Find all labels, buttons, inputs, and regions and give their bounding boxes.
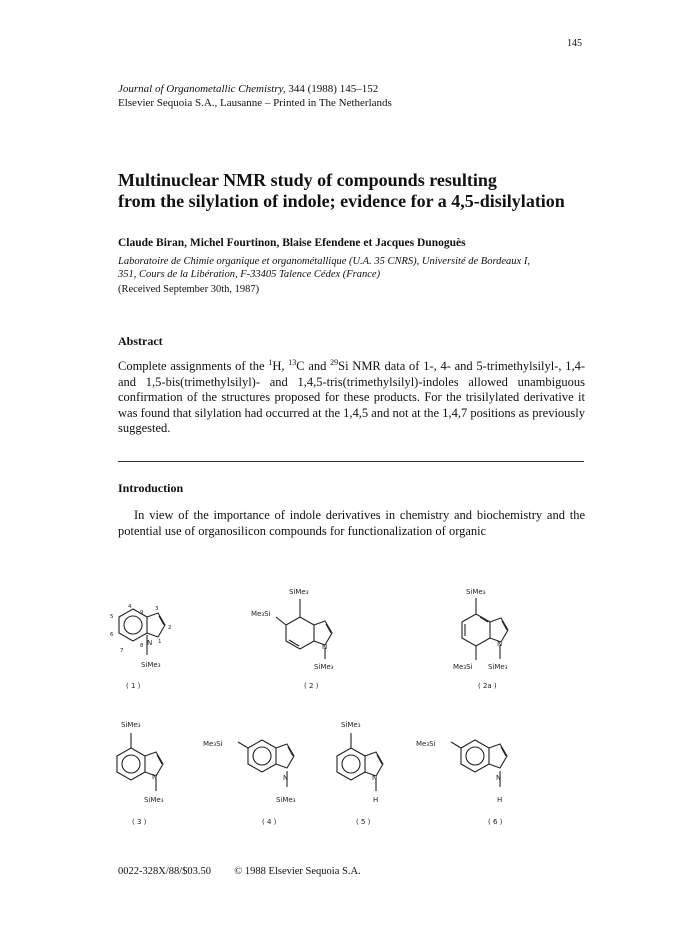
journal-name: Journal of Organometallic Chemistry,: [118, 83, 286, 95]
benzene-ring: [461, 740, 489, 772]
caption-2: ( 2 ): [304, 682, 319, 690]
nitrogen-label: N: [496, 774, 502, 782]
sime3-label: SiMe₃: [141, 661, 161, 669]
page-number: 145: [567, 38, 582, 49]
received-date: (Received September 30th, 1987): [118, 284, 260, 295]
double-bond: [377, 755, 382, 764]
sime3-label: SiMe₃: [341, 721, 361, 729]
caption-1: ( 1 ): [126, 682, 141, 690]
introduction-heading: Introduction: [118, 481, 184, 495]
footer-code: 0022-328X/88/$03.50: [118, 866, 212, 877]
abstract-sup-3: 29: [330, 357, 339, 367]
abstract-heading: Abstract: [118, 334, 163, 348]
caption-4: ( 4 ): [262, 818, 277, 826]
benzene-ring: [337, 748, 365, 780]
sime3-label: SiMe₃: [488, 663, 508, 671]
footer-copyright: © 1988 Elsevier Sequoia S.A.: [234, 866, 361, 877]
pyrrole-ring: [314, 621, 332, 645]
double-bond: [480, 617, 488, 622]
affiliation-line-2: 351, Cours de la Libération, F-33405 Talence Cédex (France): [118, 269, 381, 280]
abstract-sup-2: 13: [288, 357, 297, 367]
authors: Claude Biran, Michel Fourtinon, Blaise Efendene et Jacques Dunoguès: [118, 237, 466, 249]
me3si-label: Me₃Si: [453, 663, 473, 671]
structure-3: [117, 721, 164, 826]
atom-number-3: 3: [155, 606, 159, 612]
sime3-label: SiMe₃: [289, 588, 309, 596]
nitrogen-label: N: [152, 773, 158, 781]
atom-number-2: 2: [168, 625, 172, 631]
sime3-label: SiMe₃: [276, 796, 296, 804]
sime3-label: SiMe₃: [466, 588, 486, 596]
double-bond: [288, 747, 293, 756]
publisher-line: Elsevier Sequoia S.A., Lausanne – Printed in The Netherlands: [118, 97, 392, 109]
aromatic-circle: [466, 747, 484, 765]
structure-5: [337, 721, 383, 826]
pyrrole-ring: [147, 613, 165, 637]
title-line-2: from the silylation of indole; evidence for a 4,5-disilylation: [118, 191, 565, 211]
sime3-label: SiMe₃: [144, 796, 164, 804]
structure-2: [251, 588, 334, 690]
abstract-part-3: C and: [296, 359, 331, 373]
me3si-label: Me₃Si: [251, 610, 271, 618]
abstract-part-4: Si NMR data of 1-, 4- and 5-trimethylsilyl-, 1,4- and 1,5-bis(trimethylsilyl)- and 1,4,5-tris(trimethylsilyl)-indoles allowed unambiguous confirmation of the structures proposed for these products. For the trisilylated derivative it was found that silylation had occurred at the 1,4,5 and not at the 1,4,7 positions as previously suggested.: [118, 359, 586, 435]
atom-number-1: 1: [158, 639, 162, 645]
nitrogen-label: N: [147, 639, 153, 647]
nitrogen-label: N: [283, 774, 289, 782]
aromatic-circle: [122, 755, 140, 773]
double-bond: [326, 624, 331, 633]
caption-3: ( 3 ): [132, 818, 147, 826]
me3si-label: Me₃Si: [203, 740, 223, 748]
aromatic-circle: [342, 755, 360, 773]
aromatic-circle: [253, 747, 271, 765]
atom-number-7: 7: [120, 648, 124, 654]
atom-number-4: 4: [128, 604, 132, 610]
pyrrole-ring: [490, 618, 508, 642]
structure-4: [203, 740, 296, 826]
double-bond: [157, 755, 162, 764]
nitrogen-label: N: [322, 643, 328, 651]
title-line-1: Multinuclear NMR study of compounds resulting: [118, 170, 497, 190]
atom-number-5: 5: [110, 614, 114, 620]
benzene-ring: [117, 748, 145, 780]
double-bond: [501, 747, 506, 756]
c5-si-bond: [276, 617, 286, 625]
structure-2a: [453, 588, 508, 690]
footer: [118, 866, 361, 877]
abstract-sup-1: 1: [268, 357, 273, 367]
me3si-label: Me₃Si: [416, 740, 436, 748]
hydrogen-label: H: [497, 796, 503, 804]
structure-1: [110, 604, 172, 690]
benzene-ring: [286, 617, 314, 649]
hydrogen-label: H: [373, 796, 379, 804]
pyrrole-ring: [276, 744, 294, 768]
pyrrole-ring: [365, 752, 383, 776]
caption-5: ( 5 ): [356, 818, 371, 826]
atom-number-9: 9: [140, 610, 144, 616]
double-bond: [159, 616, 164, 625]
abstract-part-2: H,: [272, 359, 289, 373]
affiliation-line-1: Laboratoire de Chimie organique et organométallique (U.A. 35 CNRS), Université de Bordeaux I,: [118, 256, 530, 267]
introduction-text: In view of the importance of indole derivatives in chemistry and biochemistry and the potential use of organosilicon compounds for functionalization of organic: [118, 508, 585, 538]
nitrogen-label: N: [497, 640, 503, 648]
sime3-label: SiMe₃: [121, 721, 141, 729]
caption-6: ( 6 ): [488, 818, 503, 826]
pyrrole-ring: [489, 744, 507, 768]
double-bond: [502, 621, 507, 630]
atom-number-8: 8: [140, 643, 144, 649]
benzene-ring: [248, 740, 276, 772]
aromatic-circle: [124, 616, 142, 634]
structure-6: [416, 740, 507, 826]
c5-si-bond: [238, 742, 248, 748]
caption-2a: ( 2a ): [478, 682, 497, 690]
nitrogen-label: N: [372, 774, 378, 782]
abstract-part-1: Complete assignments of the: [118, 359, 269, 373]
sime3-label: SiMe₃: [314, 663, 334, 671]
benzene-ring: [462, 614, 490, 646]
journal-citation: 344 (1988) 145–152: [288, 83, 379, 95]
c5-si-bond: [451, 742, 461, 748]
atom-number-6: 6: [110, 632, 114, 638]
